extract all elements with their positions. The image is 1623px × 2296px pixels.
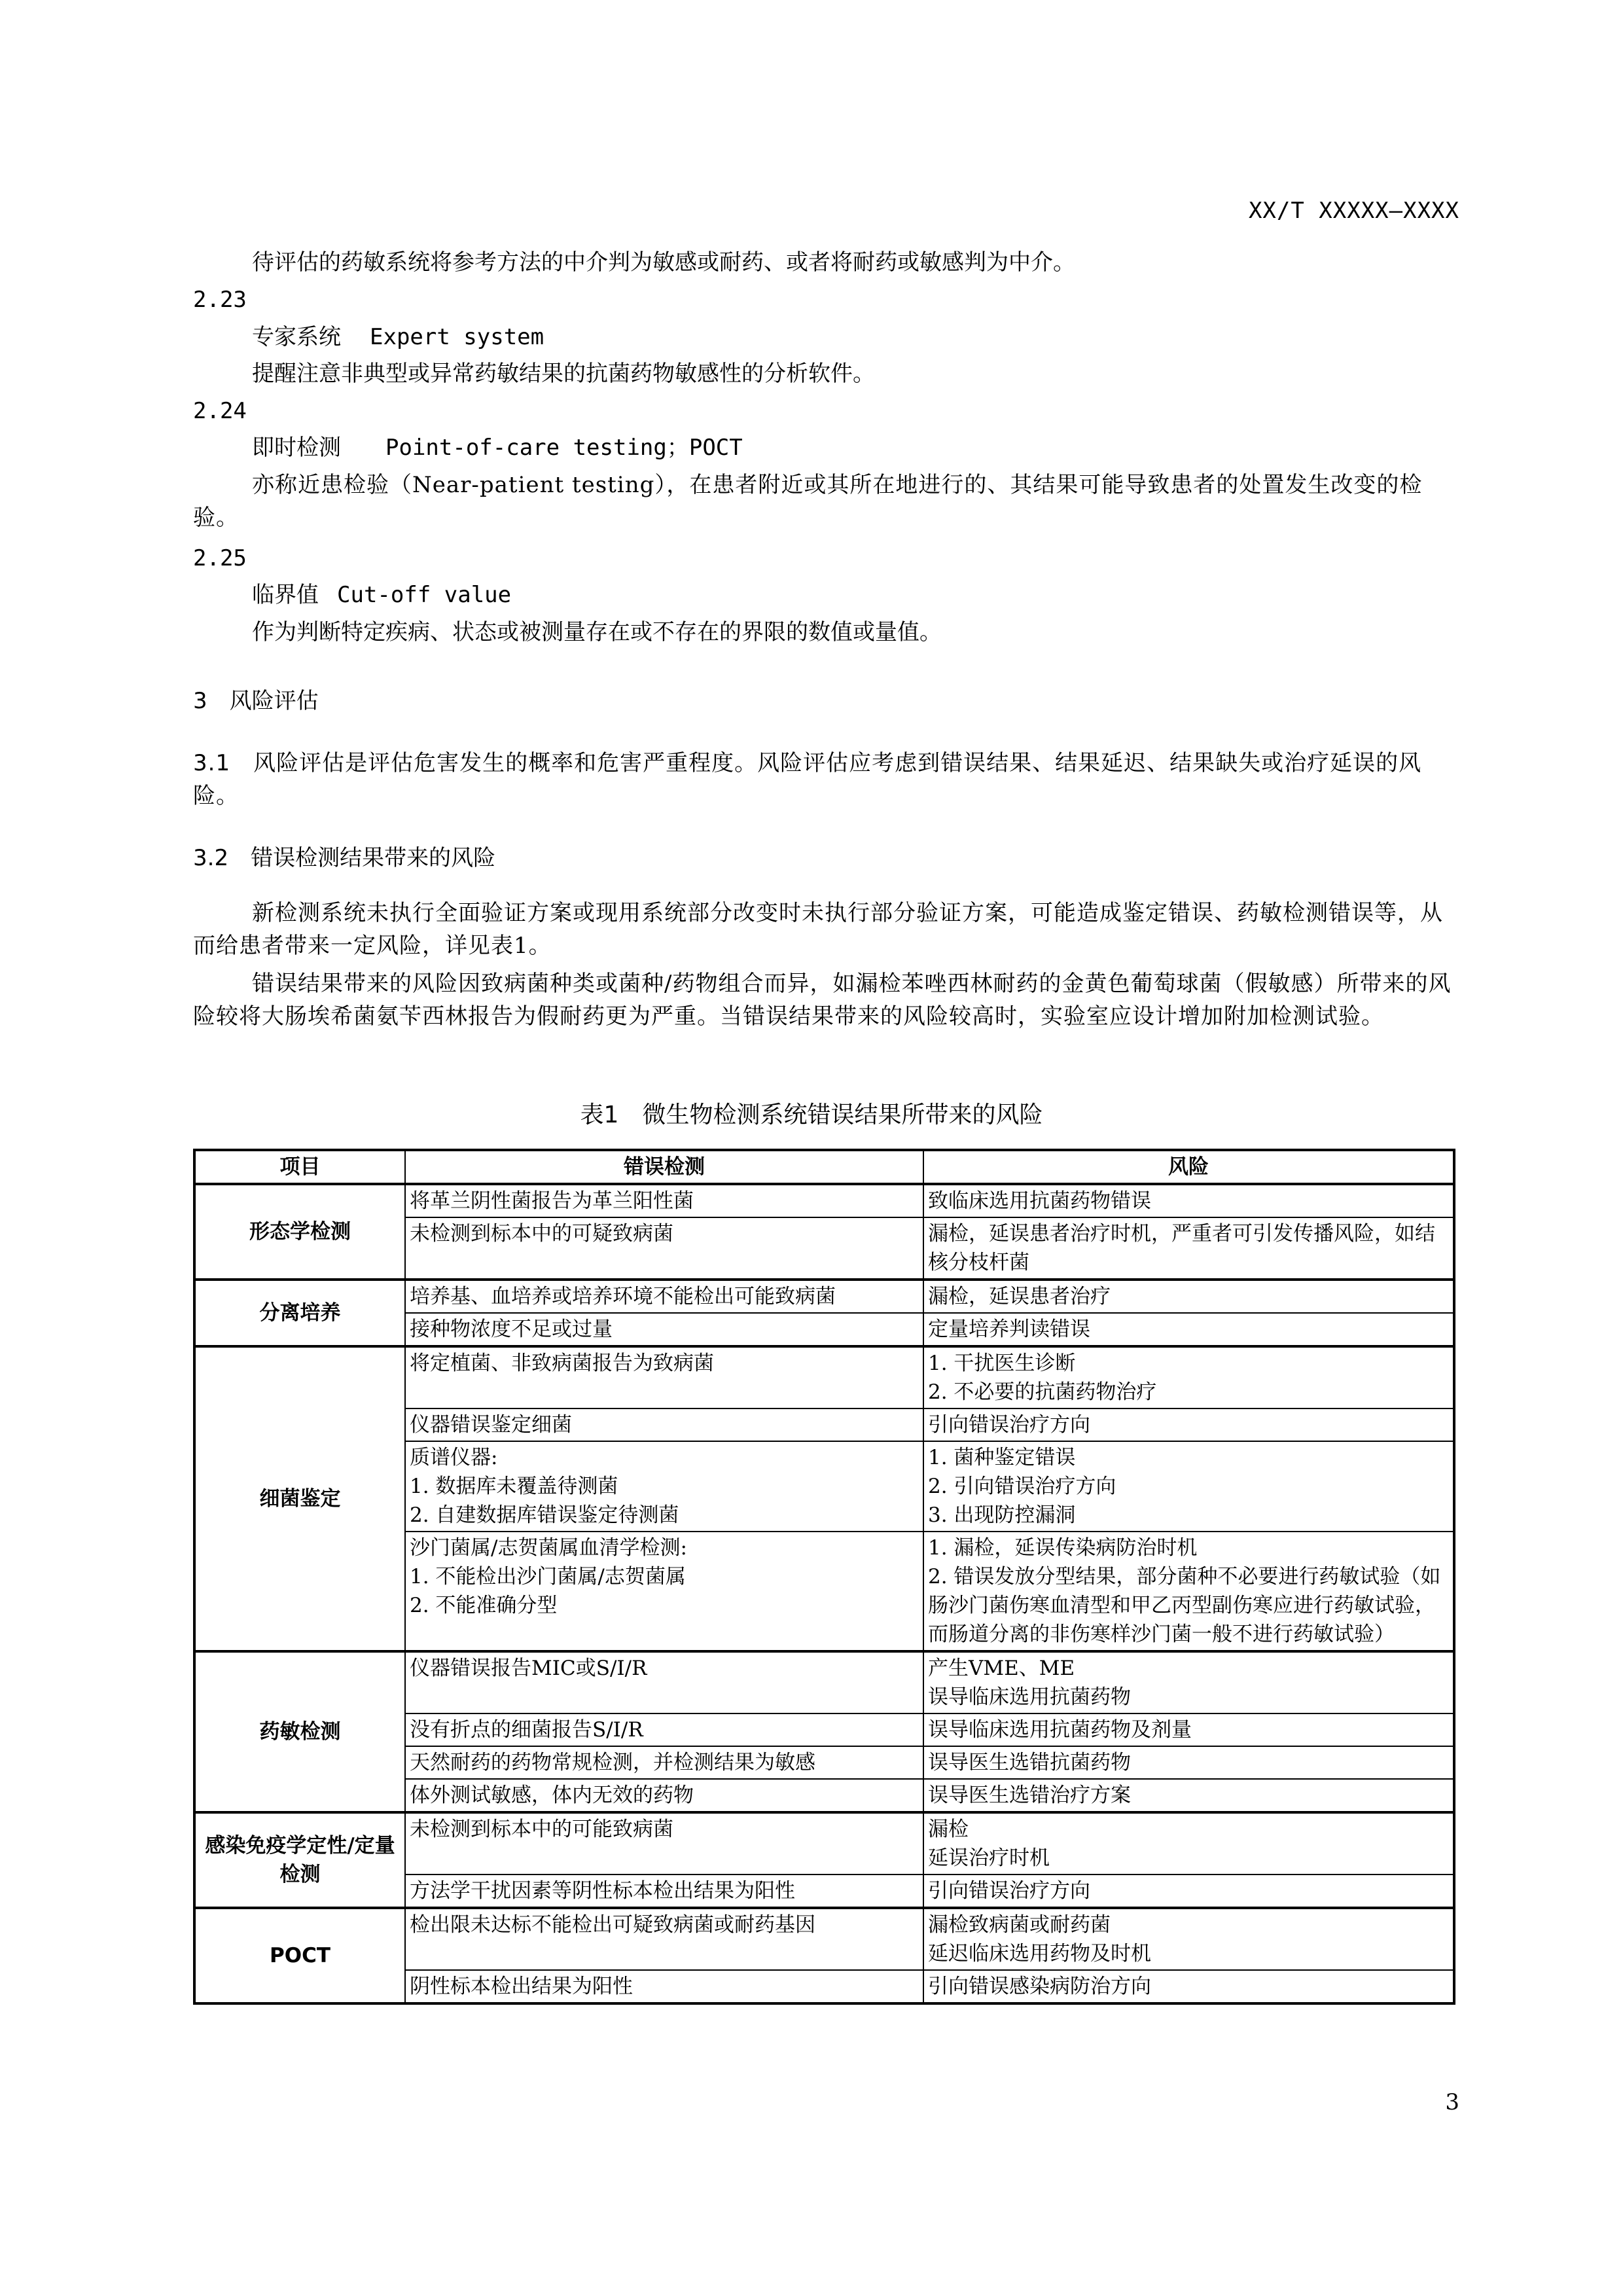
term-title: [252, 323, 544, 351]
term-zh: 临界值: [252, 582, 319, 608]
cell-line: 延迟临床选用药物及时机: [928, 1942, 1151, 1965]
cell-line: 延误治疗时机: [928, 1846, 1050, 1870]
cell-line: 接种物浓度不足或过量: [410, 1318, 613, 1341]
risk-cell: [923, 1313, 1454, 1346]
error-cell: [405, 1532, 923, 1651]
error-cell: [405, 1713, 923, 1746]
cell-line: 体外测试敏感，体内无效的药物: [410, 1784, 694, 1807]
term-definition: 提醒注意非典型或异常药敏结果的抗菌药物敏感性的分析软件。: [252, 361, 875, 387]
category-cell: 形态学检测: [194, 1184, 405, 1280]
error-cell: [405, 1184, 923, 1217]
category-cell: POCT: [194, 1908, 405, 2003]
cell-line: 定量培养判读错误: [928, 1318, 1090, 1341]
term-number: 2.24: [193, 398, 247, 424]
error-cell: [405, 1217, 923, 1280]
term-en: Point-of-care testing；POCT: [385, 435, 743, 461]
cell-line: 沙门菌属/志贺菌属血清学检测:: [410, 1536, 687, 1560]
cell-line: 漏检，延误患者治疗时机，严重者可引发传播风险，如结核分枝杆菌: [928, 1222, 1435, 1274]
risk-cell: [923, 1812, 1454, 1874]
risk-cell: [923, 1746, 1454, 1779]
cell-line: 致临床选用抗菌药物错误: [928, 1189, 1151, 1213]
cell-line: 质谱仪器:: [410, 1446, 498, 1469]
cell-line: 1. 菌种鉴定错误: [928, 1446, 1076, 1469]
category-cell: 细菌鉴定: [194, 1346, 405, 1651]
cell-line: 将革兰阴性菌报告为革兰阳性菌: [410, 1189, 694, 1213]
doc-code-header: XX/T XXXXX—XXXX: [1248, 198, 1459, 224]
cell-line: 产生VME、ME: [928, 1657, 1075, 1680]
cell-line: 引向错误治疗方向: [928, 1413, 1090, 1437]
table-row: [194, 1346, 1454, 1408]
section-3-heading: 3 风险评估: [193, 688, 319, 714]
table-row: [194, 1280, 1454, 1313]
error-cell: [405, 1441, 923, 1532]
cell-line: 将定植菌、非致病菌报告为致病菌: [410, 1352, 714, 1375]
term-number: 2.25: [193, 545, 247, 571]
table-row: [194, 1908, 1454, 1970]
cell-line: 2. 错误发放分型结果，部分菌种不必要进行药敏试验（如肠沙门菌伤寒血清型和甲乙丙型副伤寒应进行药敏试验，而肠道分离的非伤寒样沙门菌一般不进行药敏试验）: [928, 1565, 1441, 1646]
column-header: 风险: [923, 1150, 1454, 1184]
category-cell: 分离培养: [194, 1280, 405, 1346]
table-row: [194, 1651, 1454, 1713]
cell-line: 引向错误治疗方向: [928, 1879, 1090, 1903]
risk-table: [193, 1149, 1455, 2005]
cell-line: 阴性标本检出结果为阳性: [410, 1975, 633, 1998]
error-cell: [405, 1313, 923, 1346]
error-cell: [405, 1970, 923, 2003]
cell-line: 2. 不必要的抗菌药物治疗: [928, 1380, 1157, 1404]
cell-line: 1. 漏检，延误传染病防治时机: [928, 1536, 1198, 1560]
paragraph: 错误结果带来的风险因致病菌种类或菌种/药物组合而异，如漏检苯唑西林耐药的金黄色葡萄球菌（假敏感）所带来的风险较将大肠埃希菌氨苄西林报告为假耐药更为严重。当错误结果带来的风险较高时，实验室应设计增加附加检测试验。: [193, 971, 1452, 1030]
error-cell: [405, 1651, 923, 1713]
cell-line: 1. 不能检出沙门菌属/志贺菌属: [410, 1565, 686, 1588]
term-zh: 专家系统: [252, 324, 341, 350]
risk-cell: [923, 1874, 1454, 1908]
cell-line: 漏检: [928, 1818, 969, 1841]
clause-3-1: 3.1 风险评估是评估危害发生的概率和危害严重程度。风险评估应考虑到错误结果、结果延迟、结果缺失或治疗延误的风险。: [193, 750, 1422, 809]
risk-cell: [923, 1970, 1454, 2003]
term-en: Expert system: [370, 324, 544, 350]
risk-cell: [923, 1217, 1454, 1280]
table-header-row: [194, 1150, 1454, 1184]
cell-line: 误导医生选错抗菌药物: [928, 1751, 1131, 1774]
error-cell: [405, 1746, 923, 1779]
cell-line: 误导临床选用抗菌药物: [928, 1685, 1131, 1709]
column-header: 项目: [194, 1150, 405, 1184]
cell-line: 检出限未达标不能检出可疑致病菌或耐药基因: [410, 1913, 815, 1937]
cell-line: 2. 自建数据库错误鉴定待测菌: [410, 1503, 679, 1527]
risk-cell: [923, 1280, 1454, 1313]
cell-line: 仪器错误鉴定细菌: [410, 1413, 572, 1437]
term-title: [252, 434, 743, 461]
cell-line: 引向错误感染病防治方向: [928, 1975, 1151, 1998]
cell-line: 漏检致病菌或耐药菌: [928, 1913, 1111, 1937]
risk-cell: [923, 1908, 1454, 1970]
term-zh: 即时检测: [252, 435, 341, 461]
cell-line: 未检测到标本中的可能致病菌: [410, 1818, 673, 1841]
cell-line: 2. 不能准确分型: [410, 1594, 558, 1617]
table-row: [194, 1184, 1454, 1217]
cell-line: 2. 引向错误治疗方向: [928, 1475, 1116, 1498]
page-number: 3: [1445, 2089, 1459, 2115]
cell-line: 天然耐药的药物常规检测，并检测结果为敏感: [410, 1751, 815, 1774]
risk-cell: [923, 1408, 1454, 1441]
term-number: 2.23: [193, 287, 247, 313]
risk-cell: [923, 1651, 1454, 1713]
cell-line: 误导临床选用抗菌药物及剂量: [928, 1718, 1192, 1742]
risk-cell: [923, 1713, 1454, 1746]
term-definition: 作为判断特定疾病、状态或被测量存在或不存在的界限的数值或量值。: [252, 619, 942, 645]
risk-cell: [923, 1532, 1454, 1651]
risk-cell: [923, 1441, 1454, 1532]
paragraph: 新检测系统未执行全面验证方案或现用系统部分改变时未执行部分验证方案，可能造成鉴定错误、药敏检测错误等，从而给患者带来一定风险，详见表1。: [193, 900, 1443, 959]
term-title: [252, 581, 511, 609]
table-row: [194, 1812, 1454, 1874]
category-cell: 药敏检测: [194, 1651, 405, 1812]
cell-line: 3. 出现防控漏洞: [928, 1503, 1076, 1527]
clause-3-2-heading: 3.2 错误检测结果带来的风险: [193, 845, 496, 871]
cell-line: 仪器错误报告MIC或S/I/R: [410, 1657, 647, 1680]
table-caption: 表1 微生物检测系统错误结果所带来的风险: [580, 1102, 1043, 1128]
error-cell: [405, 1779, 923, 1812]
risk-cell: [923, 1346, 1454, 1408]
error-cell: [405, 1408, 923, 1441]
cell-line: 未检测到标本中的可疑致病菌: [410, 1222, 673, 1246]
cell-line: 1. 数据库未覆盖待测菌: [410, 1475, 618, 1498]
cell-line: 方法学干扰因素等阴性标本检出结果为阳性: [410, 1879, 795, 1903]
risk-cell: [923, 1779, 1454, 1812]
term-definition: 亦称近患检验（Near-patient testing），在患者附近或其所在地进行的、其结果可能导致患者的处置发生改变的检验。: [193, 472, 1423, 531]
cell-line: 误导医生选错治疗方案: [928, 1784, 1131, 1807]
risk-cell: [923, 1184, 1454, 1217]
cell-line: 1. 干扰医生诊断: [928, 1352, 1076, 1375]
error-cell: [405, 1346, 923, 1408]
error-cell: [405, 1874, 923, 1908]
cell-line: 没有折点的细菌报告S/I/R: [410, 1718, 643, 1742]
column-header: 错误检测: [405, 1150, 923, 1184]
term-en: Cut-off value: [337, 582, 512, 608]
cell-line: 漏检，延误患者治疗: [928, 1285, 1111, 1308]
category-cell: 感染免疫学定性/定量检测: [194, 1812, 405, 1908]
error-cell: [405, 1812, 923, 1874]
error-cell: [405, 1280, 923, 1313]
cell-line: 培养基、血培养或培养环境不能检出可能致病菌: [410, 1285, 836, 1308]
intro-line: 待评估的药敏系统将参考方法的中介判为敏感或耐药、或者将耐药或敏感判为中介。: [252, 249, 1075, 276]
error-cell: [405, 1908, 923, 1970]
